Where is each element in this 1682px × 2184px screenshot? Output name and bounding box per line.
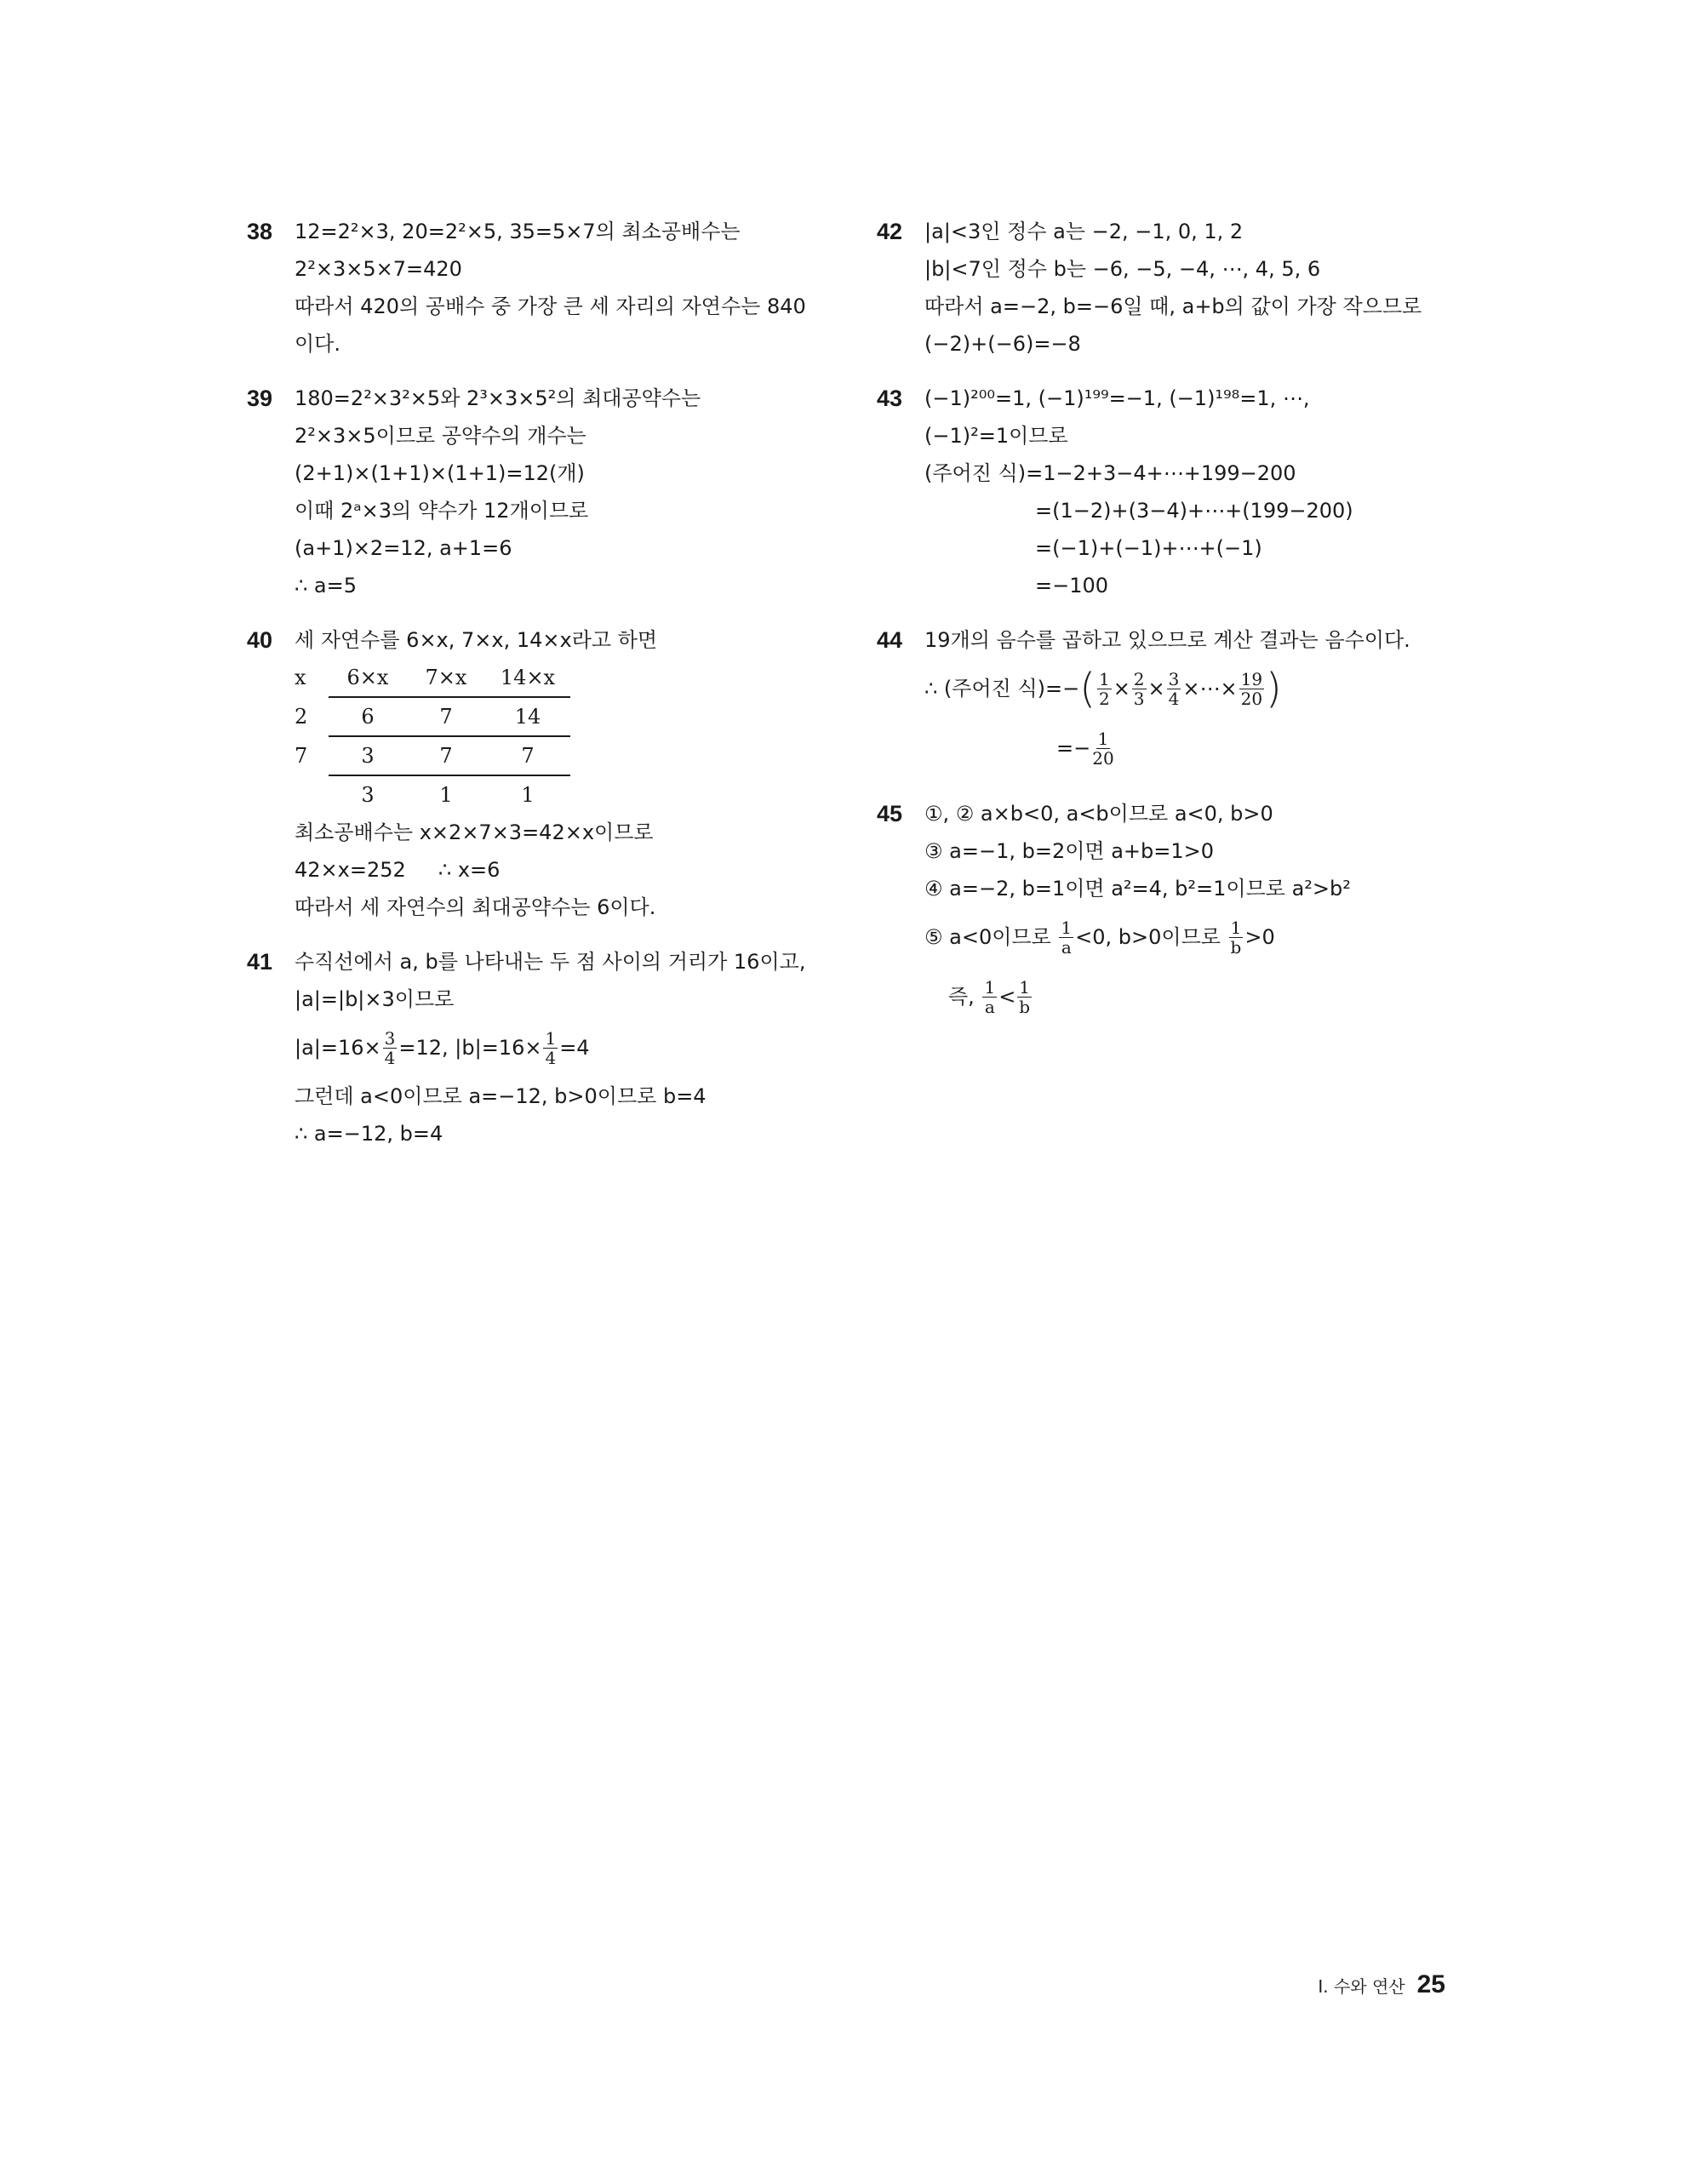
problem-number: 43 [877, 386, 903, 411]
divisor: x [295, 666, 306, 689]
expr-text: =− [1056, 736, 1091, 760]
numerator: 1 [984, 976, 996, 998]
solution-line: ①, ② a×b<0, a<b이므로 a<0, b>0 [924, 802, 1273, 826]
solution-line: =−100 [1035, 574, 1109, 597]
problem-41 [247, 943, 843, 1152]
numerator: 2 [1133, 668, 1145, 689]
problem-42 [877, 213, 1473, 363]
solution-line: 19개의 음수를 곱하고 있으므로 계산 결과는 음수이다. [924, 628, 1410, 652]
fraction [383, 1029, 398, 1067]
division-cell: 7 [407, 737, 485, 776]
problem-number: 39 [247, 386, 273, 411]
fraction [1097, 670, 1112, 708]
solution-line: 180=2²×3²×5와 2³×3×5²의 최대공약수는 [295, 386, 701, 410]
fraction-line [295, 1018, 843, 1078]
solution-line: (2+1)×(1+1)×(1+1)=12(개) [295, 461, 585, 485]
solution-line: 이때 2ᵃ×3의 약수가 12개이므로 [295, 499, 589, 523]
denominator: 20 [1240, 688, 1263, 709]
divisor [295, 776, 329, 814]
ladder-division [295, 659, 843, 814]
expr-text: ⑤ a<0이므로 [924, 925, 1058, 949]
solution-line: ④ a=−2, b=1이면 a²=4, b²=1이므로 a²>b² [924, 877, 1351, 900]
numerator: 1 [545, 1027, 557, 1049]
division-cell: 6 [329, 698, 407, 737]
divisor: 2 [295, 705, 308, 729]
problem-43 [877, 380, 1473, 604]
expr-text: >0 [1244, 925, 1275, 949]
division-cell: 7 [407, 698, 485, 737]
expr-text: =12, |b|=16× [398, 1036, 542, 1060]
numerator: 1 [1230, 917, 1242, 938]
right-column [877, 213, 1473, 1043]
division-cell: 3 [329, 737, 407, 776]
solution-line: (주어진 식)=1−2+3−4+⋯+199−200 [924, 461, 1296, 485]
division-row [295, 698, 843, 737]
solution-line: ∴ a=5 [295, 574, 357, 597]
fraction-line [924, 907, 1473, 967]
denominator: 2 [1098, 688, 1110, 709]
solution-line: 이다. [295, 332, 340, 356]
page-number: 25 [1416, 1970, 1445, 1998]
left-column [247, 213, 843, 1169]
denominator: b [1019, 996, 1031, 1017]
problem-number: 41 [247, 949, 273, 975]
denominator: a [1061, 936, 1072, 958]
division-cell: 14×x [485, 659, 570, 698]
numerator: 3 [1168, 668, 1180, 689]
times-dots: ×⋯× [1182, 677, 1238, 700]
divisor: 7 [295, 744, 308, 768]
solution-line: 세 자연수를 6×x, 7×x, 14×x라고 하면 [295, 628, 658, 652]
problem-number: 38 [247, 219, 273, 244]
problem-45 [877, 795, 1473, 1026]
solution-line: 42×x=252 ∴ x=6 [295, 858, 501, 882]
problem-number: 42 [877, 219, 903, 244]
problem-44 [877, 621, 1473, 778]
denominator: 3 [1133, 688, 1145, 709]
denominator: 4 [1168, 688, 1180, 709]
division-cell: 6×x [329, 659, 407, 698]
solution-line: 따라서 a=−2, b=−6일 때, a+b의 값이 가장 작으므로 [924, 294, 1422, 318]
expr-text: |a|=16× [295, 1036, 381, 1060]
problem-39 [247, 380, 843, 604]
times-sign: × [1113, 677, 1130, 700]
page-footer [1318, 1970, 1445, 1999]
problem-number: 44 [877, 627, 903, 653]
solution-line: ∴ a=−12, b=4 [295, 1122, 443, 1146]
fraction [1017, 978, 1032, 1016]
numerator: 1 [1098, 668, 1110, 689]
fraction [1239, 670, 1264, 708]
solution-line: 수직선에서 a, b를 나타내는 두 점 사이의 거리가 16이고, [295, 950, 806, 974]
division-cell: 14 [485, 698, 570, 737]
left-paren: ( [1079, 665, 1096, 712]
solution-line: 그런데 a<0이므로 a=−12, b>0이므로 b=4 [295, 1084, 707, 1108]
numerator: 3 [384, 1027, 396, 1049]
fraction [1059, 918, 1073, 957]
solution-line: (−2)+(−6)=−8 [924, 332, 1081, 356]
solution-line: 2²×3×5×7=420 [295, 257, 462, 281]
division-cell: 1 [521, 783, 535, 807]
solution-line: =(−1)+(−1)+⋯+(−1) [1035, 536, 1262, 560]
solution-line: (−1)²⁰⁰=1, (−1)¹⁹⁹=−1, (−1)¹⁹⁸=1, ⋯, [924, 386, 1310, 410]
problem-number: 40 [247, 627, 273, 653]
division-cell: 7 [485, 737, 570, 776]
times-sign: × [1147, 677, 1165, 700]
solution-line: |b|<7인 정수 b는 −6, −5, −4, ⋯, 4, 5, 6 [924, 257, 1321, 281]
solution-line: 따라서 420의 공배수 중 가장 큰 세 자리의 자연수는 840 [295, 294, 806, 318]
solution-line: 최소공배수는 x×2×7×3=42×x이므로 [295, 820, 654, 844]
section-title: I. 수와 연산 [1318, 1976, 1405, 1997]
solution-line: 12=2²×3, 20=2²×5, 35=5×7의 최소공배수는 [295, 220, 741, 243]
expr-text: <0, b>0이므로 [1075, 925, 1227, 949]
expr-text: =4 [559, 1036, 590, 1060]
division-row [295, 659, 843, 698]
problem-38 [247, 213, 843, 363]
right-paren: ) [1266, 665, 1282, 712]
solution-line: =(1−2)+(3−4)+⋯+(199−200) [1035, 499, 1353, 523]
numerator: 19 [1240, 668, 1263, 689]
division-cell: 7×x [407, 659, 485, 698]
division-cell: 3 [361, 783, 375, 807]
numerator: 1 [1097, 728, 1109, 749]
numerator: 1 [1019, 976, 1031, 998]
solution-line: ③ a=−1, b=2이면 a+b=1>0 [924, 839, 1215, 863]
numerator: 1 [1061, 917, 1073, 938]
fraction-line [924, 659, 1473, 718]
fraction [1167, 670, 1181, 708]
denominator: a [984, 996, 995, 1017]
fraction [1092, 729, 1113, 768]
denominator: 4 [384, 1047, 396, 1068]
expr-text: ∴ (주어진 식)=− [924, 677, 1080, 700]
fraction-line [924, 718, 1473, 778]
problem-40 [247, 621, 843, 926]
denominator: 20 [1092, 747, 1114, 769]
fraction [543, 1029, 558, 1067]
division-cell: 1 [439, 783, 453, 807]
solution-line: (−1)²=1이므로 [924, 424, 1068, 448]
expr-text: 즉, [948, 985, 981, 1009]
fraction [1229, 918, 1244, 957]
solution-line: 2²×3×5이므로 공약수의 개수는 [295, 424, 586, 448]
fraction [982, 978, 997, 1016]
fraction [1132, 670, 1147, 708]
fraction-line [924, 967, 1473, 1026]
problem-number: 45 [877, 801, 903, 826]
solution-line: (a+1)×2=12, a+1=6 [295, 536, 512, 560]
division-row [295, 737, 843, 776]
expr-text: < [998, 985, 1016, 1009]
denominator: b [1230, 936, 1242, 958]
solution-line: 따라서 세 자연수의 최대공약수는 6이다. [295, 895, 656, 919]
division-row [295, 776, 843, 814]
denominator: 4 [545, 1047, 557, 1068]
solution-line: |a|<3인 정수 a는 −2, −1, 0, 1, 2 [924, 220, 1244, 243]
solution-line: |a|=|b|×3이므로 [295, 987, 455, 1011]
